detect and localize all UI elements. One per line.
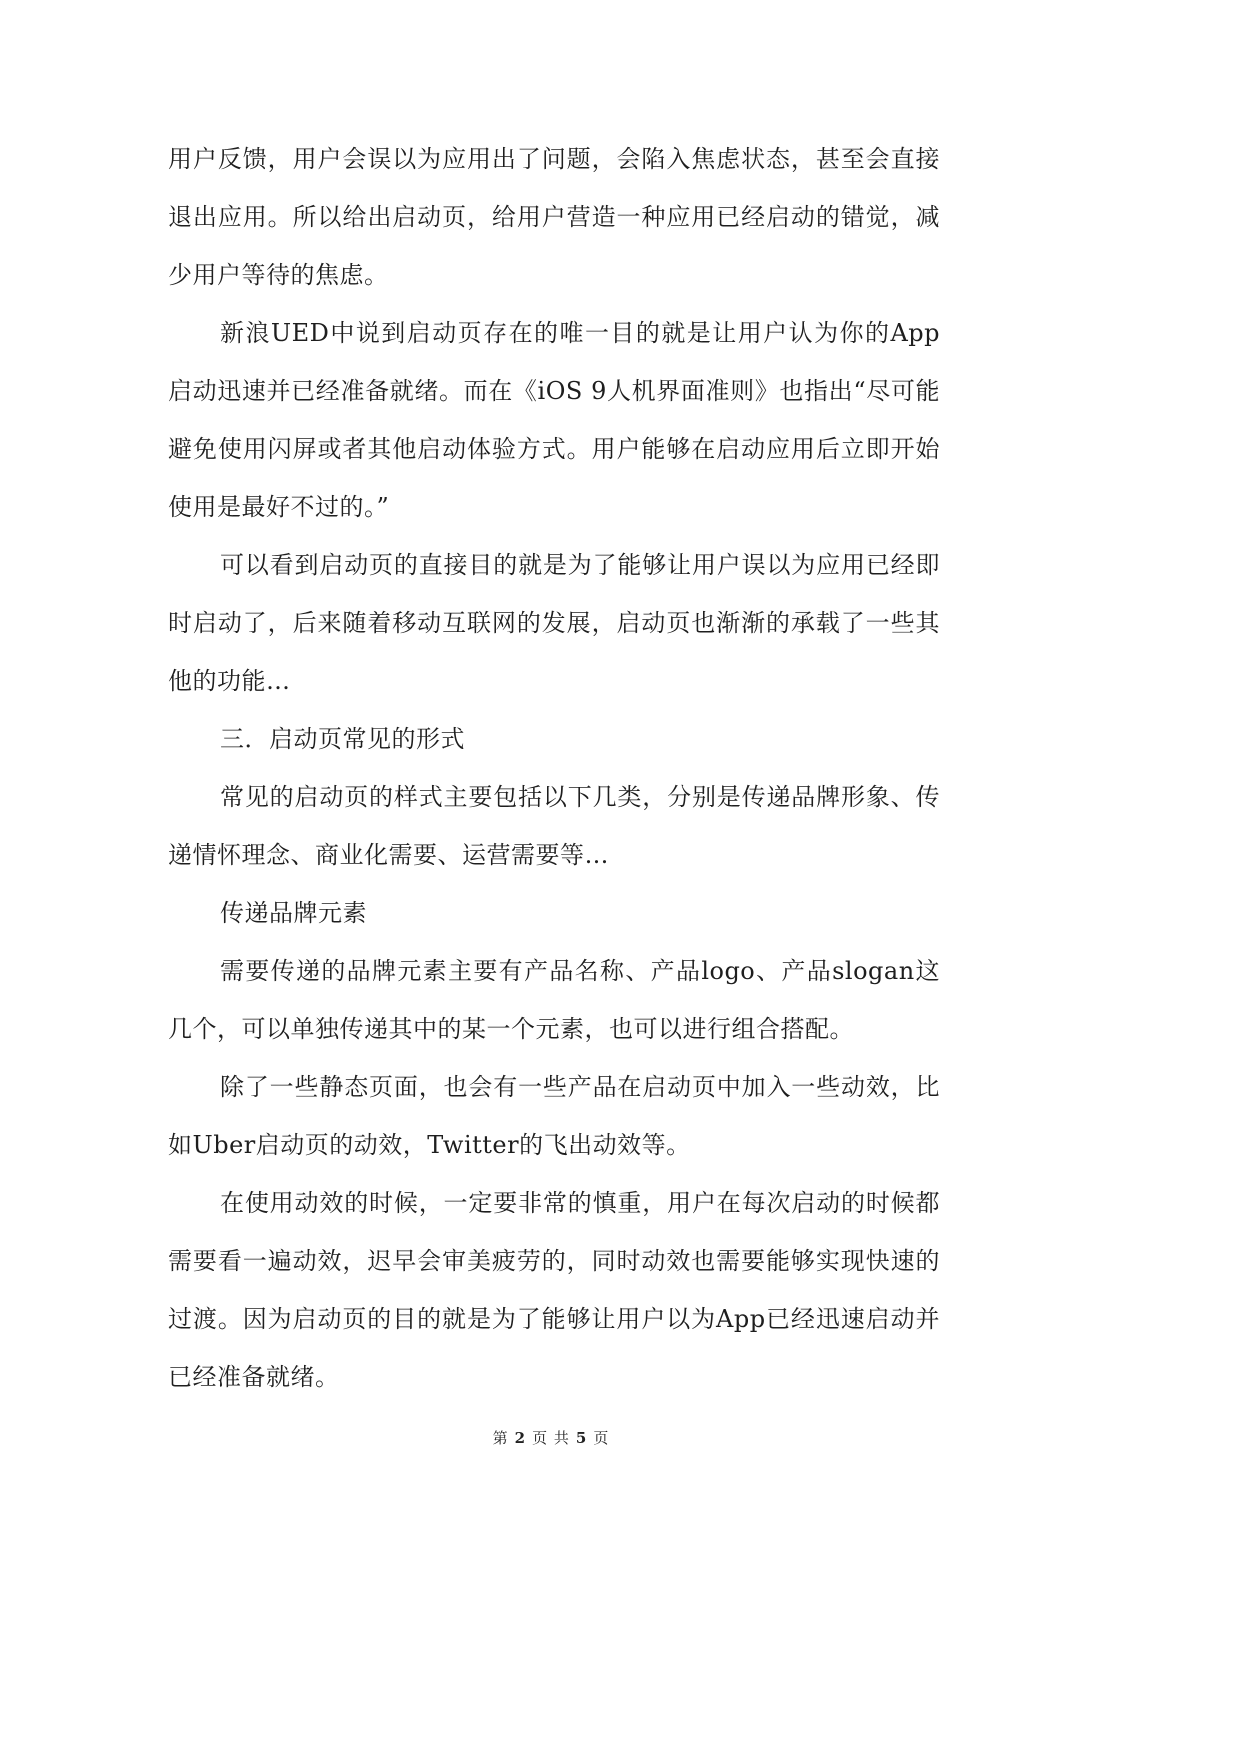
- paragraph: 除了一些静态页面，也会有一些产品在启动页中加入一些动效，比如Uber启动页的动效，Twitter的飞出动效等。: [168, 1073, 940, 1159]
- footer-prefix: 第: [492, 1429, 509, 1447]
- document-body: [168, 130, 940, 1406]
- footer-middle: 页 共: [532, 1429, 570, 1447]
- paragraph: 在使用动效的时候，一定要非常的慎重，用户在每次启动的时候都需要看一遍动效，迟早会审美疲劳的，同时动效也需要能够实现快速的过渡。因为启动页的目的就是为了能够让用户以为App已经迅速启动并已经准备就绪。: [168, 1189, 940, 1391]
- paragraph: 可以看到启动页的直接目的就是为了能够让用户误以为应用已经即时启动了，后来随着移动互联网的发展，启动页也渐渐的承载了一些其他的功能…: [168, 551, 940, 695]
- section-heading: 三．启动页常见的形式: [220, 725, 465, 753]
- current-page-number: 2: [514, 1429, 527, 1447]
- subsection-heading: 传递品牌元素: [220, 899, 367, 927]
- paragraph: 用户反馈，用户会误以为应用出了问题，会陷入焦虑状态，甚至会直接退出应用。所以给出启动页，给用户营造一种应用已经启动的错觉，减少用户等待的焦虑。: [168, 145, 940, 289]
- page-footer: [0, 1428, 1102, 1448]
- paragraph: 新浪UED中说到启动页存在的唯一目的就是让用户认为你的App启动迅速并已经准备就绪。而在《iOS 9人机界面准则》也指出“尽可能避免使用闪屏或者其他启动体验方式。用户能够在启动应用后立即开始使用是最好不过的。”: [168, 319, 940, 521]
- paragraph: 常见的启动页的样式主要包括以下几类，分别是传递品牌形象、传递情怀理念、商业化需要、运营需要等…: [168, 783, 940, 869]
- paragraph: 需要传递的品牌元素主要有产品名称、产品logo、产品slogan这几个，可以单独传递其中的某一个元素，也可以进行组合搭配。: [168, 957, 940, 1043]
- footer-suffix: 页: [593, 1429, 610, 1447]
- total-pages-number: 5: [575, 1429, 588, 1447]
